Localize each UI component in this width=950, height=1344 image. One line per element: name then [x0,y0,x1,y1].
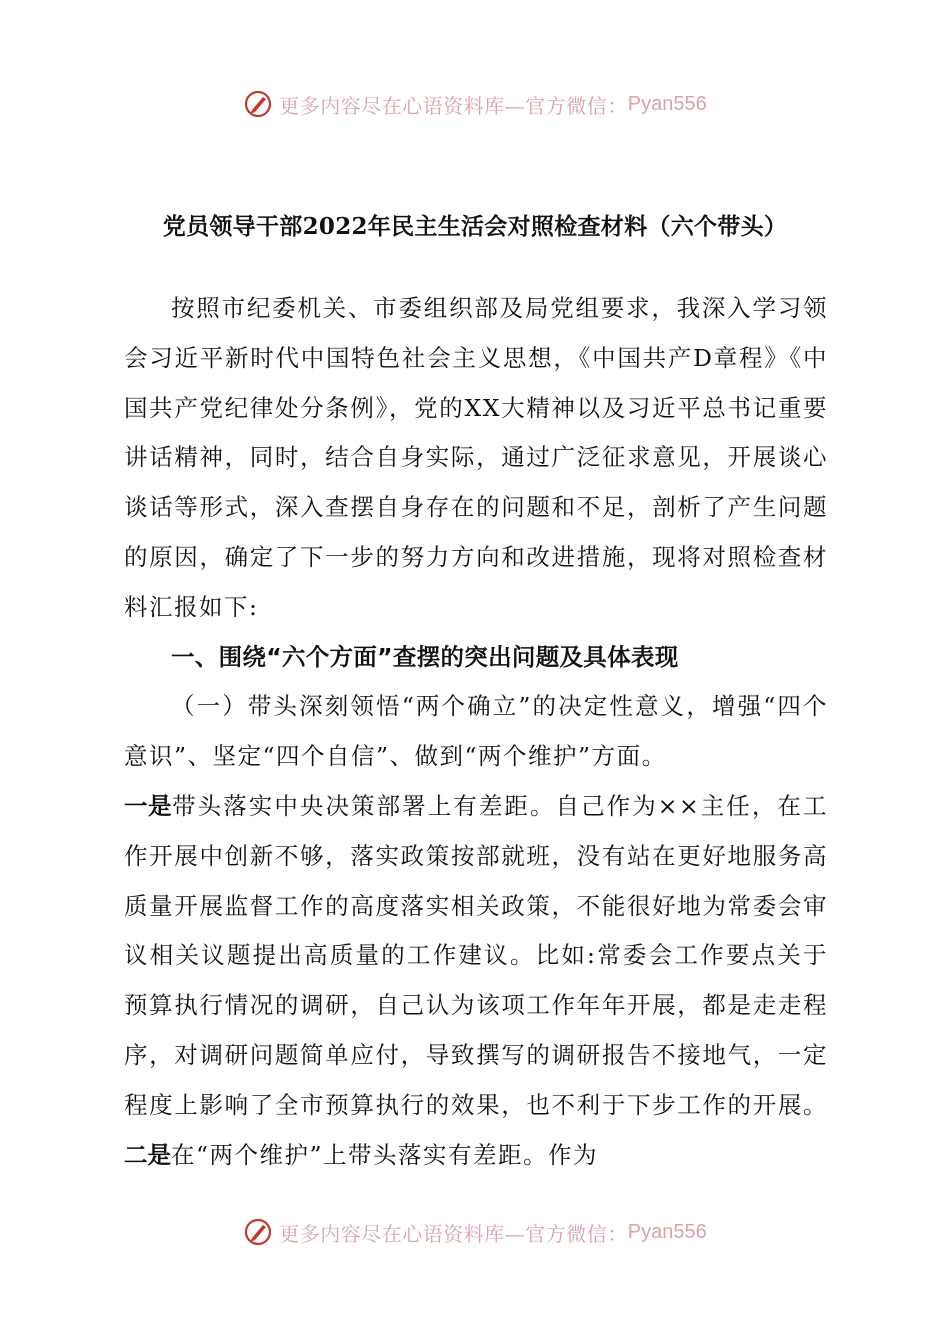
point1-text: 带头落实中央决策部署上有差距。自己作为××主任，在工作开展中创新不够，落实政策按部就班，没有站在更好地服务高质量开展监督工作的高度落实相关政策，不能很好地为常委会审议相关议题提出高质量的工作建议。比如:常委会工作要点关于预算执行情况的调研，自己认为该项工作年年开展，都是走走程序，对调研问题简单应付，导致撰写的调研报告不接地气，一定程度上影响了全市预算执行的效果，也不利于下步工作的开展。 [124,791,828,1119]
point1-label: 一是 [124,791,173,820]
pen-circle-logo-icon [243,1217,273,1247]
point2-text: 在“两个维护”上带头落实有差距。作为 [171,1140,599,1169]
document-title: 党员领导干部2022年民主生活会对照检查材料（六个带头） [162,213,788,240]
watermark-banner-bottom [0,1212,950,1252]
watermark-id: Pyan556 [627,1220,707,1243]
watermark-banner-top [0,84,950,124]
watermark-id: Pyan556 [627,92,707,115]
pen-circle-logo-icon [243,89,273,119]
section-heading: 一、围绕“六个方面”查摆的突出问题及具体表现 [171,642,679,671]
watermark-text: 更多内容尽在心语资料库—官方微信： [279,93,628,118]
subsection-heading: （一）带头深刻领悟“两个确立”的决定性意义，增强“四个意识”、坚定“四个自信”、做到“两个维护”方面。 [124,692,828,771]
intro-paragraph: 按照市纪委机关、市委组织部及局党组要求，我深入学习领会习近平新时代中国特色社会主义思想，《中国共产D章程》《中国共产党纪律处分条例》，党的XX大精神以及习近平总书记重要讲话精神，同时，结合自身实际，通过广泛征求意见，开展谈心谈话等形式，深入查摆自身存在的问题和不足，剖析了产生问题的原因，确定了下一步的努力方向和改进措施，现将对照检查材料汇报如下: [124,294,828,621]
point2-label: 二是 [124,1140,171,1169]
document-body [124,284,828,1180]
point-paragraph [124,782,828,1180]
watermark-text: 更多内容尽在心语资料库—官方微信： [279,1221,628,1246]
